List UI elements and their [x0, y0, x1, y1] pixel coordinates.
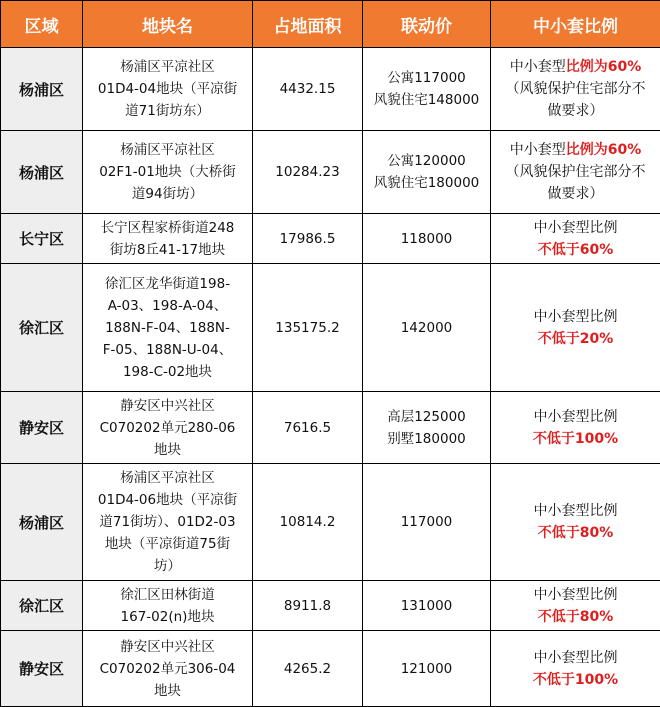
- plot-name-line: 188N-F-04、188N-: [87, 317, 248, 339]
- table-row: [1, 131, 660, 214]
- linked-price-cell: [363, 631, 491, 707]
- ratio-text: 中小套型: [510, 142, 566, 158]
- linked-price-cell: [363, 581, 491, 631]
- ratio-line: [495, 669, 656, 691]
- price-line: 别墅180000: [367, 428, 486, 450]
- plot-name-line: 地块（平凉街道75街: [87, 533, 248, 555]
- district-cell: 杨浦区: [1, 464, 83, 581]
- plot-name-line: 街坊8丘41-17地块: [87, 239, 248, 261]
- district-cell: 杨浦区: [1, 131, 83, 214]
- price-line: 风貌住宅180000: [367, 172, 486, 194]
- plot-name-line: 地块: [87, 439, 248, 461]
- ratio-text: 中小套型比例: [534, 503, 618, 519]
- plot-name-line: 道94街坊）: [87, 183, 248, 205]
- table-row: [1, 48, 660, 131]
- area-cell: 17986.5: [253, 214, 363, 264]
- plot-name-line: 道71街坊东）: [87, 100, 248, 122]
- linked-price-cell: [363, 214, 491, 264]
- ratio-cell: [491, 392, 660, 464]
- plot-name-line: 静安区中兴社区: [87, 395, 248, 417]
- table-body: [1, 48, 660, 707]
- plot-name-line: 杨浦区平凉社区: [87, 467, 248, 489]
- table-row: [1, 392, 660, 464]
- ratio-line: [495, 522, 656, 544]
- ratio-highlight: 不低于100%: [533, 672, 618, 688]
- district-cell: 徐汇区: [1, 264, 83, 392]
- ratio-line: [495, 56, 656, 78]
- price-line: 公寓120000: [367, 150, 486, 172]
- plot-name-cell: [83, 392, 253, 464]
- ratio-highlight: 不低于60%: [538, 242, 614, 258]
- ratio-highlight: 比例为60%: [566, 59, 642, 75]
- ratio-text: 中小套型比例: [534, 309, 618, 325]
- price-line: 117000: [367, 511, 486, 533]
- plot-name-line: 01D4-04地块（平凉街: [87, 78, 248, 100]
- plot-name-line: 徐汇区龙华街道198-: [87, 273, 248, 295]
- ratio-highlight: 不低于100%: [533, 431, 618, 447]
- ratio-text: （风貌保护住宅部分不: [506, 164, 646, 180]
- plot-name-line: 静安区中兴社区: [87, 636, 248, 658]
- ratio-line: [495, 217, 656, 239]
- linked-price-cell: [363, 131, 491, 214]
- table-row: [1, 464, 660, 581]
- plot-name-line: 167-02(n)地块: [87, 606, 248, 628]
- plot-name-line: C070202单元280-06: [87, 417, 248, 439]
- ratio-text: 中小套型: [510, 59, 566, 75]
- ratio-line: [495, 306, 656, 328]
- area-cell: 4265.2: [253, 631, 363, 707]
- plot-name-line: 杨浦区平凉社区: [87, 56, 248, 78]
- district-cell: 静安区: [1, 392, 83, 464]
- plot-name-line: 地块: [87, 680, 248, 702]
- ratio-cell: [491, 464, 660, 581]
- area-cell: 10284.23: [253, 131, 363, 214]
- table-row: [1, 264, 660, 392]
- ratio-line: [495, 500, 656, 522]
- table-row: [1, 581, 660, 631]
- ratio-line: [495, 428, 656, 450]
- plot-name-line: 198-C-02地块: [87, 361, 248, 383]
- linked-price-cell: [363, 392, 491, 464]
- price-line: 高层125000: [367, 406, 486, 428]
- ratio-line: [495, 100, 656, 122]
- plot-name-cell: [83, 581, 253, 631]
- price-line: 118000: [367, 228, 486, 250]
- district-cell: 杨浦区: [1, 48, 83, 131]
- area-cell: 8911.8: [253, 581, 363, 631]
- plot-name-cell: [83, 264, 253, 392]
- header-plot-name: 地块名: [83, 1, 253, 48]
- ratio-text: 中小套型比例: [534, 409, 618, 425]
- ratio-cell: [491, 131, 660, 214]
- plot-name-cell: [83, 131, 253, 214]
- ratio-cell: [491, 48, 660, 131]
- ratio-line: [495, 584, 656, 606]
- price-line: 142000: [367, 317, 486, 339]
- plot-name-line: A-03、198-A-04、: [87, 295, 248, 317]
- header-row: [1, 1, 660, 48]
- ratio-text: 中小套型比例: [534, 220, 618, 236]
- plot-name-line: F-05、188N-U-04、: [87, 339, 248, 361]
- plot-name-cell: [83, 464, 253, 581]
- header-area: 占地面积: [253, 1, 363, 48]
- ratio-highlight: 不低于80%: [538, 609, 614, 625]
- ratio-cell: [491, 264, 660, 392]
- ratio-highlight: 比例为60%: [566, 142, 642, 158]
- area-cell: 135175.2: [253, 264, 363, 392]
- plot-name-line: 道71街坊）、01D2-03: [87, 511, 248, 533]
- header-small-unit-ratio: 中小套比例: [491, 1, 660, 48]
- ratio-line: [495, 406, 656, 428]
- plot-name-line: 徐汇区田林街道: [87, 584, 248, 606]
- linked-price-cell: [363, 48, 491, 131]
- linked-price-cell: [363, 464, 491, 581]
- ratio-line: [495, 239, 656, 261]
- plot-name-cell: [83, 631, 253, 707]
- district-cell: 徐汇区: [1, 581, 83, 631]
- ratio-highlight: 不低于80%: [538, 525, 614, 541]
- plot-name-cell: [83, 214, 253, 264]
- ratio-line: [495, 328, 656, 350]
- header-linked-price: 联动价: [363, 1, 491, 48]
- price-line: 121000: [367, 658, 486, 680]
- plot-name-line: 长宁区程家桥街道248: [87, 217, 248, 239]
- area-cell: 7616.5: [253, 392, 363, 464]
- ratio-line: [495, 161, 656, 183]
- table-header: [1, 1, 660, 48]
- area-cell: 4432.15: [253, 48, 363, 131]
- plot-name-cell: [83, 48, 253, 131]
- ratio-line: [495, 647, 656, 669]
- ratio-line: [495, 78, 656, 100]
- header-district: 区域: [1, 1, 83, 48]
- ratio-text: 中小套型比例: [534, 587, 618, 603]
- ratio-highlight: 不低于20%: [538, 331, 614, 347]
- plot-name-line: 杨浦区平凉社区: [87, 139, 248, 161]
- ratio-line: [495, 606, 656, 628]
- ratio-cell: [491, 214, 660, 264]
- ratio-line: [495, 139, 656, 161]
- linked-price-cell: [363, 264, 491, 392]
- ratio-cell: [491, 631, 660, 707]
- price-line: 风貌住宅148000: [367, 89, 486, 111]
- ratio-text: 做要求）: [548, 103, 604, 119]
- ratio-cell: [491, 581, 660, 631]
- plot-name-line: 02F1-01地块（大桥街: [87, 161, 248, 183]
- price-line: 公寓117000: [367, 67, 486, 89]
- plot-name-line: C070202单元306-04: [87, 658, 248, 680]
- ratio-line: [495, 183, 656, 205]
- plot-name-line: 01D4-06地块（平凉街: [87, 489, 248, 511]
- price-line: 131000: [367, 595, 486, 617]
- table-row: [1, 631, 660, 707]
- ratio-text: 做要求）: [548, 186, 604, 202]
- district-cell: 静安区: [1, 631, 83, 707]
- area-cell: 10814.2: [253, 464, 363, 581]
- district-cell: 长宁区: [1, 214, 83, 264]
- table-row: [1, 214, 660, 264]
- ratio-text: 中小套型比例: [534, 650, 618, 666]
- ratio-text: （风貌保护住宅部分不: [506, 81, 646, 97]
- plot-name-line: 坊）: [87, 555, 248, 577]
